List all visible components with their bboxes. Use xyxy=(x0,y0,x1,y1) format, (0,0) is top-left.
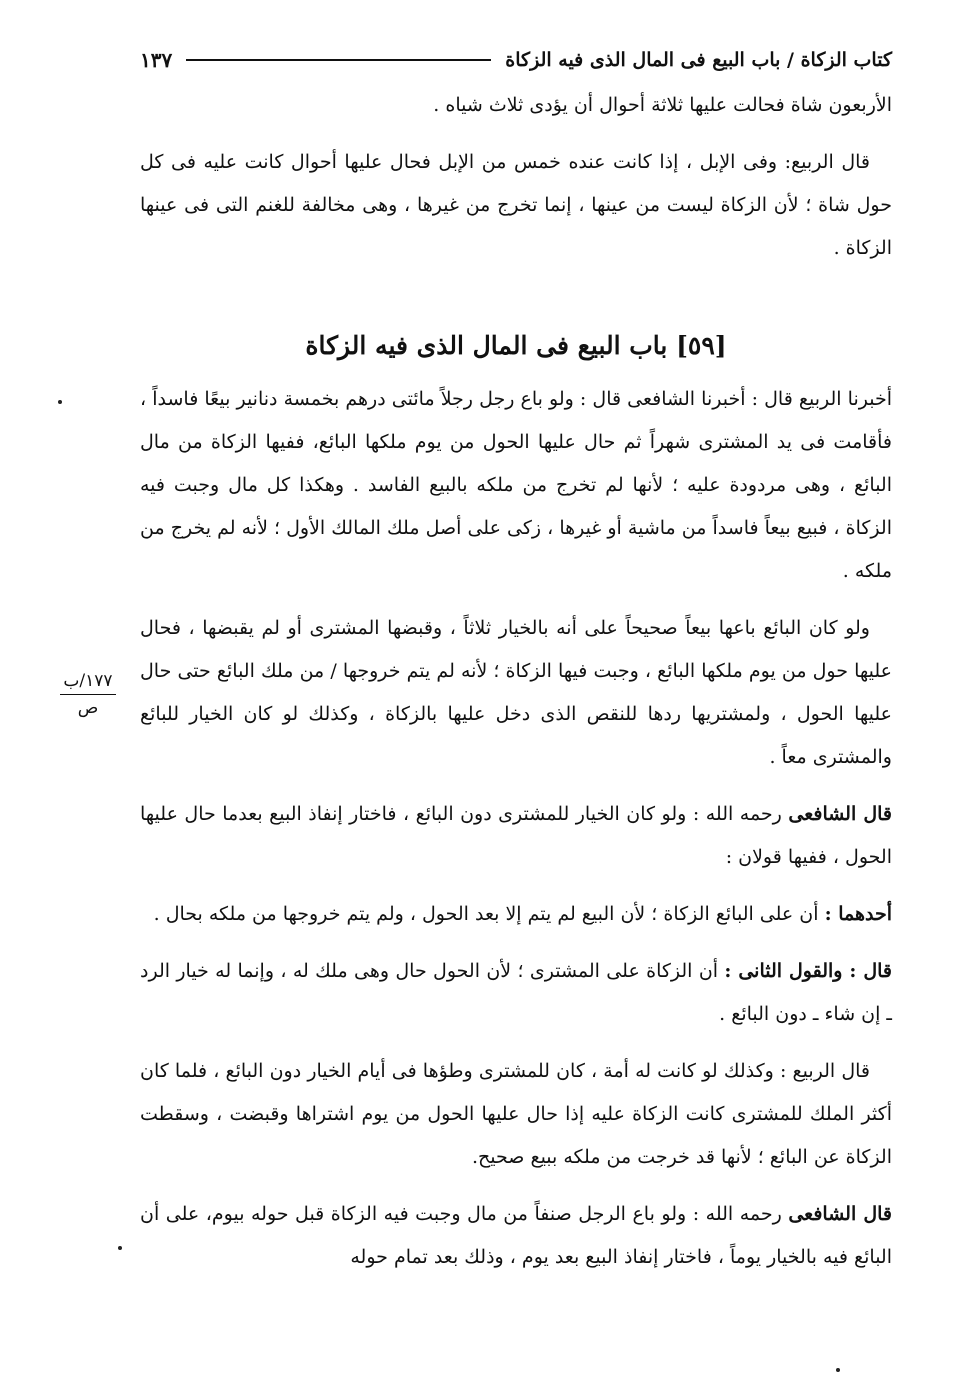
paragraph-text: أن الزكاة على المشترى ؛ لأن الحول حال وهى ملك له ، وإنما له خيار الرد ـ إن شاء ـ دون البائع . xyxy=(140,960,892,1025)
speaker-label: قال : والقول الثانى : xyxy=(724,960,892,982)
header-rule xyxy=(186,59,491,61)
paragraph-text: رحمه الله : ولو كان الخيار للمشترى دون البائع ، فاختار إنفاذ البيع بعدما حال عليها الحول ، ففيها قولان : xyxy=(140,803,892,868)
manuscript-siglum: ص xyxy=(77,698,99,718)
paragraph-5 xyxy=(140,950,892,1036)
intro-line: الأربعون شاة فحالت عليها ثلاثة أحوال أن يؤدى ثلاث شياه . xyxy=(433,94,892,116)
running-title: كتاب الزكاة / باب البيع فى المال الذى فيه الزكاة xyxy=(505,49,892,71)
page-number: ١٣٧ xyxy=(140,48,173,72)
speaker-label: أحدهما : xyxy=(824,903,892,925)
chapter-title: [٥٩] باب البيع فى المال الذى فيه الزكاة xyxy=(305,331,727,360)
running-header xyxy=(140,40,892,80)
paragraph-text: أن على البائع الزكاة ؛ لأن البيع لم يتم إلا بعد الحول ، ولم يتم خروجها من ملكه بحال . xyxy=(153,903,825,925)
paragraph-1: أخبرنا الربيع قال : أخبرنا الشافعى قال : ولو باع رجل رجلاً مائتى درهم بخمسة دنانير بيعًا فاسداً ، فأقامت فى يد المشترى شهراً ثم حال عليها الحول من يوم ملكها البائع، ففيها الزكاة من مال البائع ، وهى مردودة عليه ؛ لأنها لم تخرج من ملكه بالبيع الفاسد . وهكذا كل مال وجبت فيه الزكاة ، فبيع بيعاً فاسداً من ماشية أو غيرها ، زكى على أصل ملك المالك الأول ؛ لأنه لم يخرج من ملكه . xyxy=(140,388,892,582)
speaker-label: قال الشافعى xyxy=(788,803,892,825)
scan-speck xyxy=(58,400,62,404)
paragraph-7 xyxy=(140,1193,892,1279)
scan-speck xyxy=(118,1246,122,1250)
paragraph-4 xyxy=(140,893,892,936)
speaker-label: قال الشافعى xyxy=(788,1203,892,1225)
paragraph-3 xyxy=(140,793,892,879)
manuscript-folio-note xyxy=(58,670,118,719)
paragraph-text: رحمه الله : ولو باع الرجل صنفاً من مال وجبت فيه الزكاة قبل حوله بيوم، على أن البائع فيه بالخيار يوماً ، فاختار إنفاذ البيع بعد يوم ، وذلك بعد تمام حوله xyxy=(140,1203,892,1268)
scan-speck xyxy=(836,1368,840,1372)
folio-reference: ١٧٧/ب xyxy=(63,671,113,691)
intro-paragraph: قال الربيع: وفى الإبل ، إذا كانت عنده خمس من الإبل فحال عليها أحوال كانت عليه فى كل حول شاة ؛ لأن الزكاة ليست من عينها ، إنما تخرج من غيرها ، وهى مخالفة للغنم التى فى عينها الزكاة . xyxy=(140,151,892,259)
folio-divider xyxy=(60,694,116,695)
paragraph-2: ولو كان البائع باعها بيعاً صحيحاً على أنه بالخيار ثلاثاً ، وقبضها المشترى أو لم يقبضها ، فحال عليها حول من يوم ملكها البائع ، وجبت فيها الزكاة ؛ لأنه لم يتم خروجها / من ملك البائع حتى حال عليها الحول ، ولمشتريها ردها للنقص الذى دخل عليها بالزكاة ، وكذلك لو كان الخيار للبائع والمشترى معاً . xyxy=(140,617,892,768)
paragraph-6: قال الربيع : وكذلك لو كانت له أمة ، كان للمشترى وطؤها فى أيام الخيار دون البائع ، فلما كان أكثر الملك للمشترى كانت الزكاة عليه إذا حال عليها الحول من يوم اشتراها وقبضت ، وسقطت الزكاة عن البائع ؛ لأنها قد خرجت من ملكه ببيع صحيح. xyxy=(140,1060,892,1168)
document-page xyxy=(140,40,892,1293)
